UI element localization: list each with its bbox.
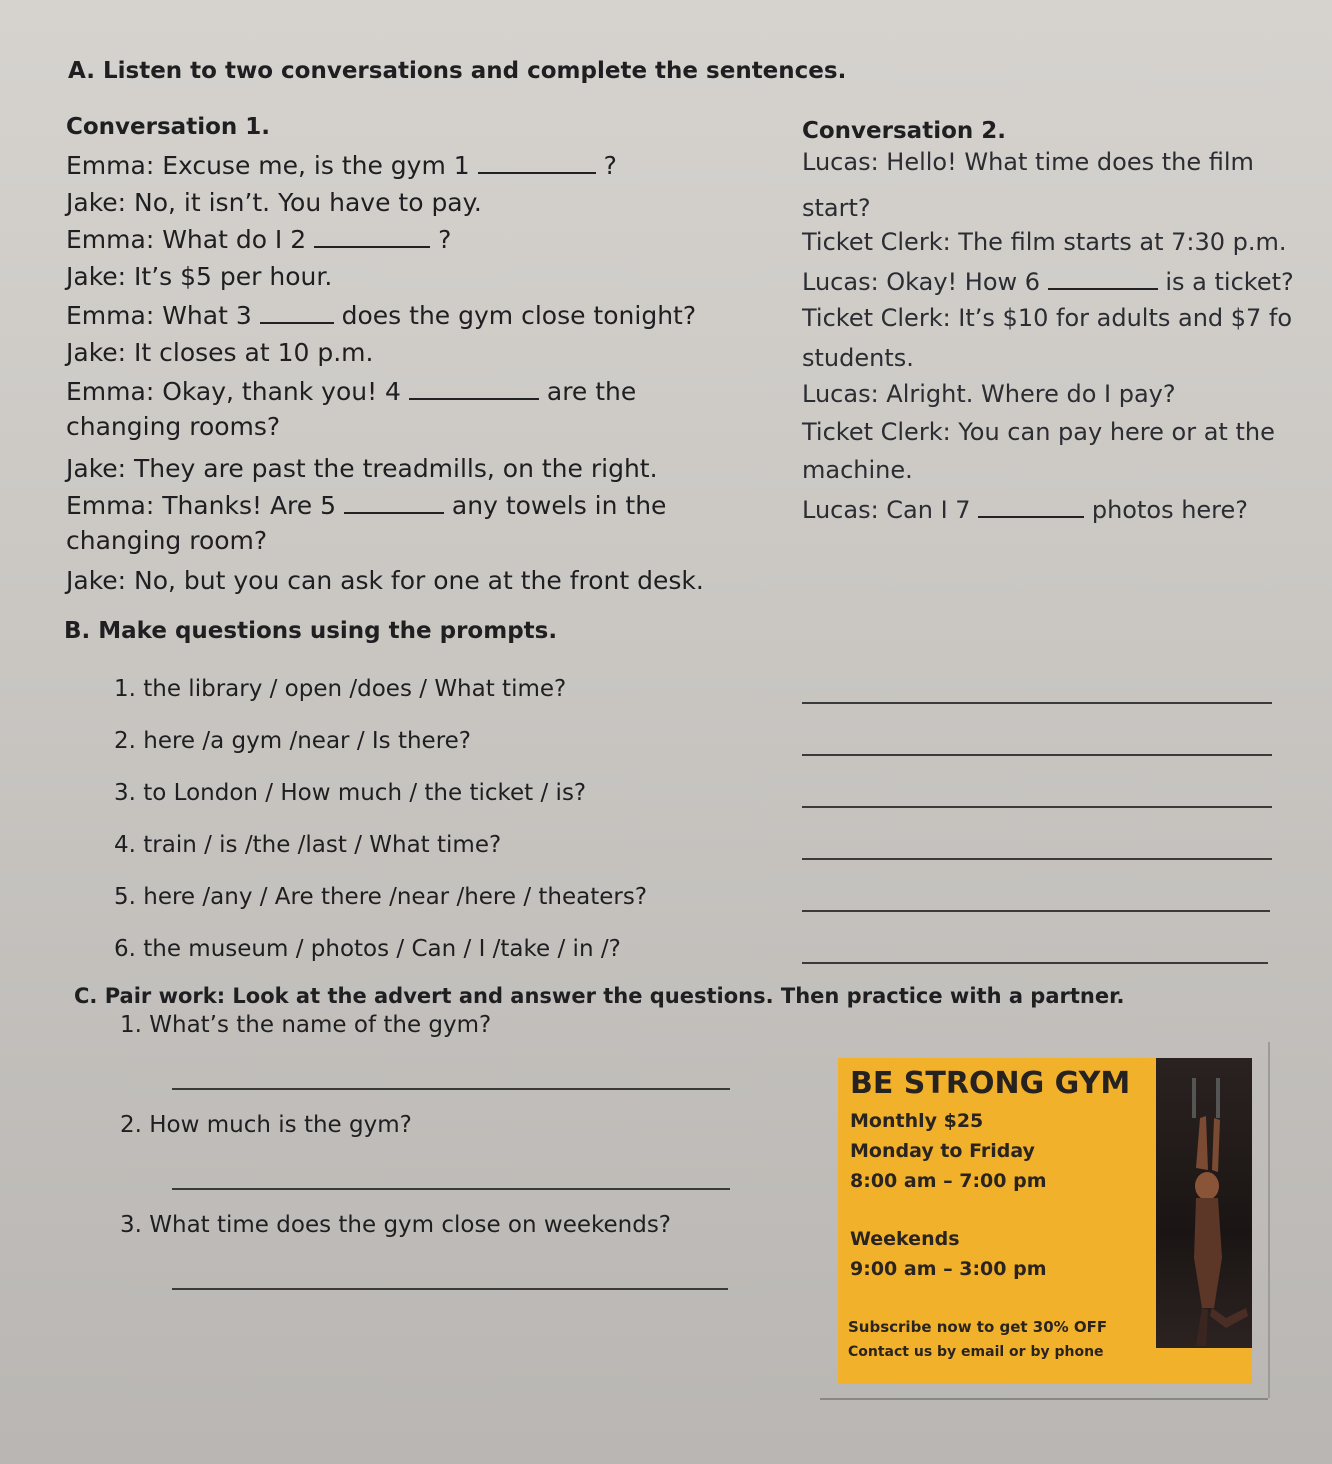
conv2-line-2: start? [802,194,871,222]
athlete-photo [1156,1058,1252,1348]
conv2-line-4-end: is a ticket? [1165,268,1294,296]
advert-paper-edge-right [1268,1042,1270,1398]
conv2-line-10-end: photos here? [1091,496,1249,524]
blank-1[interactable] [478,150,596,174]
conv2-line-3: Ticket Clerk: The film starts at 7:30 p.m. [802,228,1287,256]
advert-monthly-price: Monthly $25 [850,1110,984,1132]
conv1-line-5-end: does the gym close tonight? [341,301,697,330]
advert-weekdays: Monday to Friday [850,1140,1035,1162]
conv1-line-10 [66,490,666,520]
conv2-line-1: Lucas: Hello! What time does the film [802,148,1254,176]
gym-advert [838,1058,1252,1384]
advert-promo: Subscribe now to get 30% OFF [848,1318,1108,1336]
conversation-1-title: Conversation 1. [66,114,271,140]
prompt-3: 3. to London / How much / the ticket / is? [114,780,587,806]
conv2-line-4 [802,266,1294,296]
conv2-line-10 [802,494,1248,524]
conv1-line-3-text: Emma: What do I 2 [66,225,307,254]
advert-weekend-hours: 9:00 am – 3:00 pm [850,1258,1047,1280]
advert-weekends: Weekends [850,1228,960,1250]
conv1-line-1 [66,150,617,180]
question-1: 1. What’s the name of the gym? [120,1012,492,1038]
prompt-5: 5. here /any / Are there /near /here / theaters? [114,884,648,910]
conv2-line-9: machine. [802,456,913,484]
conv1-line-1-end: ? [603,151,617,180]
answer-line-3[interactable] [802,806,1272,808]
conv1-line-11: changing room? [66,526,268,555]
answer-line-6[interactable] [802,962,1268,964]
answer-line-1[interactable] [802,702,1272,704]
conv1-line-5-text: Emma: What 3 [66,301,252,330]
conv2-line-4-text: Lucas: Okay! How 6 [802,268,1041,296]
conv1-line-10-end: any towels in the [451,491,667,520]
conv2-line-6: students. [802,344,914,372]
prompt-4: 4. train / is /the /last / What time? [114,832,502,858]
conv1-line-3-end: ? [438,225,452,254]
section-b-heading: B. Make questions using the prompts. [64,618,558,644]
question-3: 3. What time does the gym close on weekends? [120,1212,672,1238]
conv1-line-7-end: are the [546,377,637,406]
conv1-line-7 [66,376,636,406]
conv1-line-4: Jake: It’s $5 per hour. [66,262,333,291]
answer-line-2[interactable] [802,754,1272,756]
conv1-line-7-text: Emma: Okay, thank you! 4 [66,377,401,406]
section-a-heading: A. Listen to two conversations and complete the sentences. [68,58,847,84]
prompt-1: 1. the library / open /does / What time? [114,676,567,702]
question-2: 2. How much is the gym? [120,1112,412,1138]
conversation-2-title: Conversation 2. [802,118,1007,144]
conv1-line-3 [66,224,451,254]
conv2-line-10-text: Lucas: Can I 7 [802,496,971,524]
question-2-answer-line[interactable] [172,1188,730,1190]
conv1-line-1-text: Emma: Excuse me, is the gym 1 [66,151,470,180]
blank-7[interactable] [978,494,1084,518]
prompt-6: 6. the museum / photos / Can / I /take / in /? [114,936,621,962]
blank-2[interactable] [314,224,430,248]
question-3-answer-line[interactable] [172,1288,728,1290]
blank-5[interactable] [344,490,444,514]
conv1-line-12: Jake: No, but you can ask for one at the front desk. [66,566,704,595]
prompt-2: 2. here /a gym /near / Is there? [114,728,472,754]
conv1-line-9: Jake: They are past the treadmills, on the right. [66,454,658,483]
conv1-line-5 [66,300,696,330]
question-1-answer-line[interactable] [172,1088,730,1090]
conv1-line-2: Jake: No, it isn’t. You have to pay. [66,188,482,217]
answer-line-4[interactable] [802,858,1272,860]
blank-4[interactable] [409,376,539,400]
conv2-line-8: Ticket Clerk: You can pay here or at the [802,418,1275,446]
conv1-line-8: changing rooms? [66,412,281,441]
conv2-line-7: Lucas: Alright. Where do I pay? [802,380,1176,408]
advert-weekday-hours: 8:00 am – 7:00 pm [850,1170,1047,1192]
advert-title: BE STRONG GYM [850,1066,1131,1101]
conv1-line-6: Jake: It closes at 10 p.m. [66,338,374,367]
conv1-line-10-text: Emma: Thanks! Are 5 [66,491,337,520]
blank-6[interactable] [1048,266,1158,290]
section-c-heading: C. Pair work: Look at the advert and answer the questions. Then practice with a partner. [74,984,1125,1008]
answer-line-5[interactable] [802,910,1270,912]
blank-3[interactable] [260,300,334,324]
conv2-line-5: Ticket Clerk: It’s $10 for adults and $7 fo [802,304,1293,332]
advert-paper-edge-bottom [820,1398,1268,1400]
advert-contact: Contact us by email or by phone [848,1344,1104,1360]
athlete-figure-icon [1156,1058,1252,1348]
